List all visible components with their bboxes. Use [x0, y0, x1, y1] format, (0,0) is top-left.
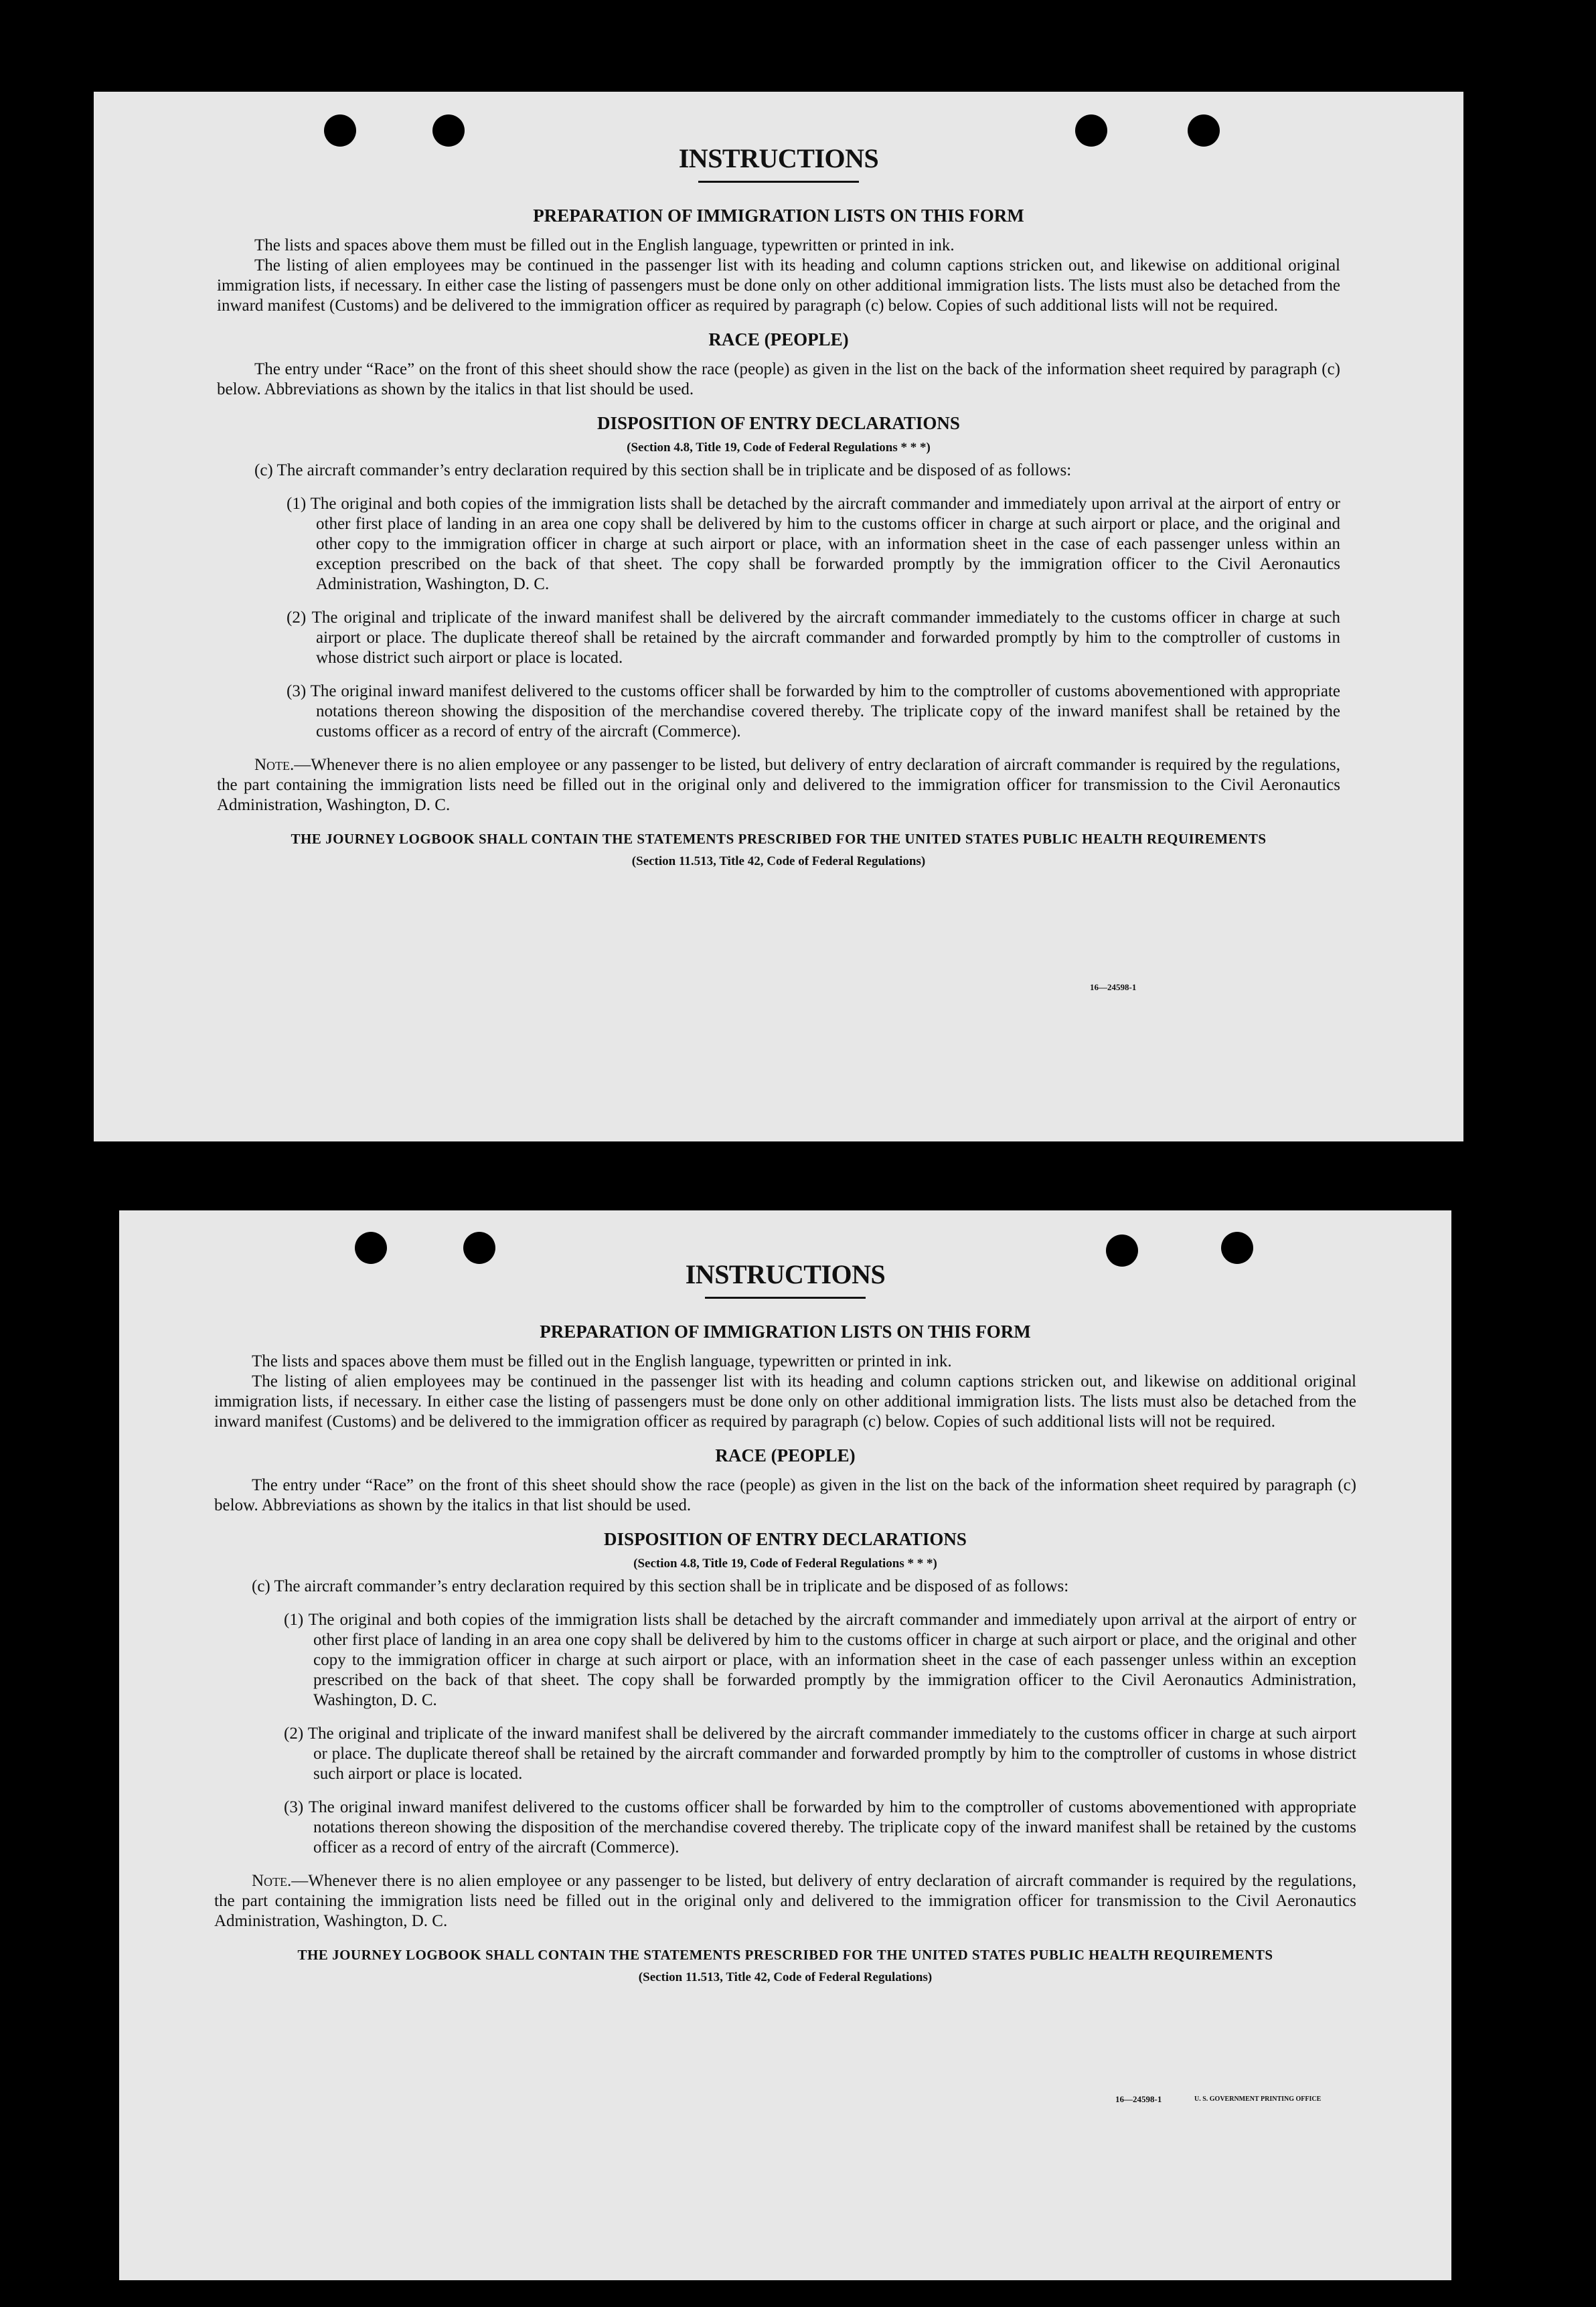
note-label: Note. [254, 756, 295, 774]
disposition-item-1: (1) The original and both copies of the immigration lists shall be detached by the aircraft commander and immediately upon arrival at the airport of entry or other first place of landing in an area one copy shall be delivered by him to the customs officer in charge at such airport or place, and the original and other copy to the immigration officer in charge at such airport or place, with an information sheet in the case of each passenger unless within an exception prescribed on the back of that sheet. The copy shall be forwarded promptly by the immigration officer to the Civil Aeronautics Administration, Washington, D. C. [284, 1611, 1356, 1709]
printer-imprint: U. S. GOVERNMENT PRINTING OFFICE [1194, 2095, 1322, 2103]
preparation-paragraph-2: The listing of alien employees may be continued in the passenger list with its heading and column captions stricken out, and likewise on additional original immigration lists, if necessary. In either case the listing of passengers must be done only on other additional immigration lists. The lists must also be detached from the inward manifest (Customs) and be delivered to the immigration officer as required by paragraph (c) below. Copies of such additional lists will not be required. [217, 256, 1340, 315]
title-rule [698, 181, 859, 183]
disposition-item-2: (2) The original and triplicate of the inward manifest shall be delivered by the aircraft commander immediately to the customs officer in charge at such airport or place. The duplicate thereof shall be retained by the aircraft commander and forwarded promptly by him to the comptroller of customs in whose district such airport or place is located. [284, 1725, 1356, 1783]
disposition-citation: (Section 4.8, Title 19, Code of Federal Regulations * * *) [633, 1557, 937, 1571]
logbook-statement: THE JOURNEY LOGBOOK SHALL CONTAIN THE STATEMENTS PRESCRIBED FOR THE UNITED STATES PUBLIC HEALTH REQUIREMENTS [291, 831, 1267, 847]
note-text: —Whenever there is no alien employee or any passenger to be listed, but delivery of entry declaration of aircraft commander is required by the regulations, the part containing the immigration lists need be filled out in the original only and delivered to the immigration officer for transmission to the Civil Aeronautics Administration, Washington, D. C. [214, 1872, 1356, 1930]
section-heading-preparation: PREPARATION OF IMMIGRATION LISTS ON THIS FORM [533, 206, 1024, 226]
race-paragraph: The entry under “Race” on the front of this sheet should show the race (people) as given in the list on the back of the information sheet required by paragraph (c) below. Abbreviations as shown by the italics in that list should be used. [217, 360, 1340, 398]
form-number: 16—24598-1 [1115, 2094, 1162, 2104]
section-heading-race: RACE (PEOPLE) [708, 329, 849, 349]
preparation-paragraph-1: The lists and spaces above them must be filled out in the English language, typewritten or printed in ink. [252, 1352, 952, 1370]
note-label: Note. [252, 1872, 292, 1890]
page-title: INSTRUCTIONS [678, 143, 879, 173]
disposition-citation: (Section 4.8, Title 19, Code of Federal Regulations * * *) [627, 441, 931, 455]
section-heading-race: RACE (PEOPLE) [715, 1445, 856, 1465]
logbook-citation: (Section 11.513, Title 42, Code of Federal Regulations) [638, 1970, 933, 1984]
note-paragraph [217, 755, 1340, 815]
race-paragraph: The entry under “Race” on the front of this sheet should show the race (people) as given in the list on the back of the information sheet required by paragraph (c) below. Abbreviations as shown by the italics in that list should be used. [214, 1476, 1356, 1514]
disposition-item-1: (1) The original and both copies of the immigration lists shall be detached by the aircraft commander and immediately upon arrival at the airport of entry or other first place of landing in an area one copy shall be delivered by him to the customs officer in charge at such airport or place, and the original and other copy to the immigration officer in charge at such airport or place, with an information sheet in the case of each passenger unless within an exception prescribed on the back of that sheet. The copy shall be forwarded promptly by the immigration officer to the Civil Aeronautics Administration, Washington, D. C. [287, 495, 1340, 593]
section-heading-preparation: PREPARATION OF IMMIGRATION LISTS ON THIS FORM [540, 1322, 1031, 1342]
form-number: 16—24598-1 [1090, 982, 1137, 992]
disposition-paragraph-c: (c) The aircraft commander’s entry declaration required by this section shall be in triplicate and be disposed of as follows: [252, 1577, 1069, 1595]
disposition-item-3: (3) The original inward manifest delivered to the customs officer shall be forwarded by him to the comptroller of customs abovementioned with appropriate notations thereon showing the disposition of the merchandise covered thereby. The triplicate copy of the inward manifest shall be retained by the customs officer as a record of entry of the aircraft (Commerce). [284, 1798, 1356, 1856]
note-text: —Whenever there is no alien employee or any passenger to be listed, but delivery of entry declaration of aircraft commander is required by the regulations, the part containing the immigration lists need be filled out in the original only and delivered to the immigration officer for transmission to the Civil Aeronautics Administration, Washington, D. C. [217, 756, 1340, 814]
disposition-item-3: (3) The original inward manifest delivered to the customs officer shall be forwarded by him to the comptroller of customs abovementioned with appropriate notations thereon showing the disposition of the merchandise covered thereby. The triplicate copy of the inward manifest shall be retained by the customs officer as a record of entry of the aircraft (Commerce). [287, 682, 1340, 740]
disposition-paragraph-c: (c) The aircraft commander’s entry declaration required by this section shall be in triplicate and be disposed of as follows: [254, 461, 1072, 479]
document-page-1 [94, 92, 1463, 1141]
disposition-item-2: (2) The original and triplicate of the inward manifest shall be delivered by the aircraft commander immediately to the customs officer in charge at such airport or place. The duplicate thereof shall be retained by the aircraft commander and forwarded promptly by him to the comptroller of customs in whose district such airport or place is located. [287, 609, 1340, 667]
page-title: INSTRUCTIONS [685, 1259, 886, 1289]
document-page-2 [119, 1210, 1451, 2280]
section-heading-disposition: DISPOSITION OF ENTRY DECLARATIONS [597, 413, 960, 433]
preparation-paragraph-2: The listing of alien employees may be continued in the passenger list with its heading and column captions stricken out, and likewise on additional original immigration lists, if necessary. In either case the listing of passengers must be done only on other additional immigration lists. The lists must also be detached from the inward manifest (Customs) and be delivered to the immigration officer as required by paragraph (c) below. Copies of such additional lists will not be required. [214, 1372, 1356, 1431]
section-heading-disposition: DISPOSITION OF ENTRY DECLARATIONS [604, 1529, 967, 1549]
note-paragraph [214, 1871, 1356, 1931]
preparation-paragraph-1: The lists and spaces above them must be filled out in the English language, typewritten or printed in ink. [254, 236, 955, 254]
logbook-statement: THE JOURNEY LOGBOOK SHALL CONTAIN THE STATEMENTS PRESCRIBED FOR THE UNITED STATES PUBLIC HEALTH REQUIREMENTS [297, 1947, 1273, 1963]
title-rule [705, 1297, 866, 1299]
logbook-citation: (Section 11.513, Title 42, Code of Federal Regulations) [631, 854, 926, 868]
